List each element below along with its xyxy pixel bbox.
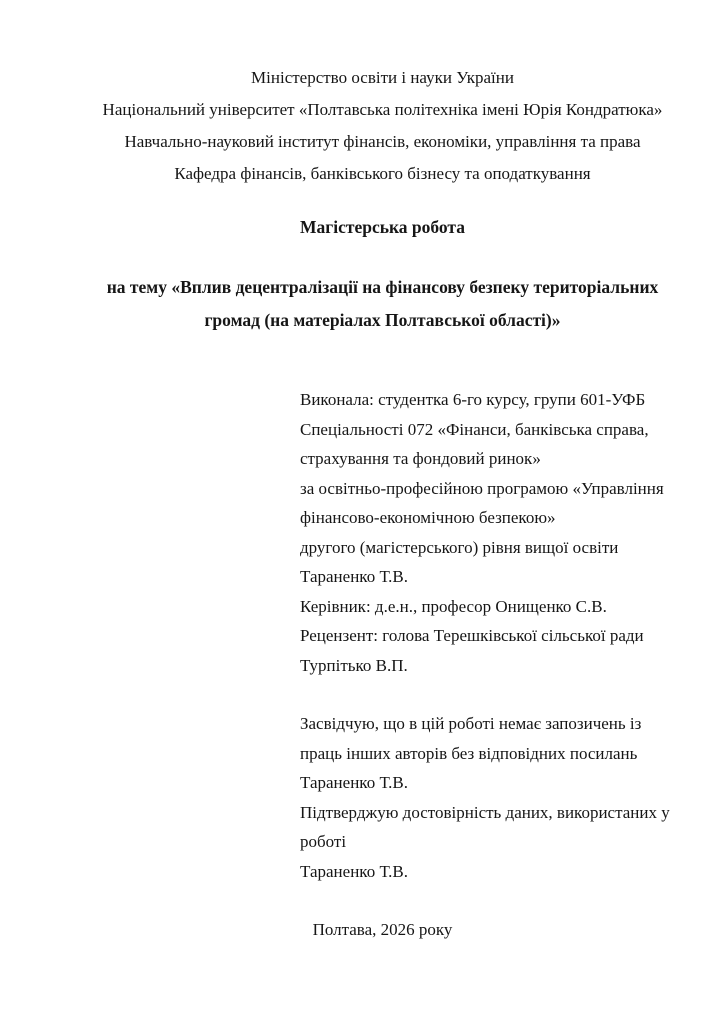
declaration-signature-1: Тараненко Т.В. (300, 773, 408, 792)
thesis-topic (95, 271, 670, 337)
degree-level-line: другого (магістерського) рівня вищої освіти (300, 537, 619, 557)
institution-header (95, 62, 670, 190)
university-line: Національний університет «Полтавська політехніка імені Юрія Кондратюка» (102, 100, 663, 119)
ministry-line: Міністерство освіти і науки України (251, 68, 514, 87)
specialty-line-1: Спеціальності 072 «Фінанси, банківська справа, (300, 419, 649, 439)
data-confirmation-line-2: роботі (300, 832, 347, 851)
author-name: Тараненко Т.В. (300, 567, 408, 586)
institute-line: Навчально-науковий інститут фінансів, економіки, управління та права (124, 132, 641, 151)
author-line: Виконала: студентка 6-го курсу, групи 601-УФБ (300, 390, 646, 409)
thesis-topic-line-1: на тему «Вплив децентралізації на фінансову безпеку територіальних (106, 277, 659, 297)
department-line: Кафедра фінансів, банківського бізнесу та оподаткування (174, 164, 591, 183)
thesis-topic-line-2: громад (на матеріалах Полтавської області)» (204, 310, 561, 330)
program-line-2: фінансово-економічною безпекою» (300, 508, 556, 527)
author-details (300, 385, 664, 680)
data-confirmation-line-1: Підтверджую достовірність даних, використаних у (300, 802, 670, 822)
thesis-type-heading: Магістерська робота (300, 217, 465, 237)
supervisor-line: Керівник: д.е.н., професор Онищенко С.В. (300, 596, 607, 616)
integrity-declaration (300, 709, 670, 886)
reviewer-line-1: Рецензент: голова Терешківської сільської ради (300, 626, 644, 645)
program-line-1: за освітньо-професійною програмою «Управління (300, 478, 664, 498)
place-and-year: Полтава, 2026 року (312, 920, 453, 939)
reviewer-line-2: Турпітько В.П. (300, 655, 408, 675)
specialty-line-2: страхування та фондовий ринок» (300, 449, 541, 468)
declaration-signature-2: Тараненко Т.В. (300, 861, 408, 881)
declaration-line-1: Засвідчую, що в цій роботі немає запозичень із (300, 714, 642, 733)
declaration-line-2: праць інших авторів без відповідних посилань (300, 743, 638, 763)
